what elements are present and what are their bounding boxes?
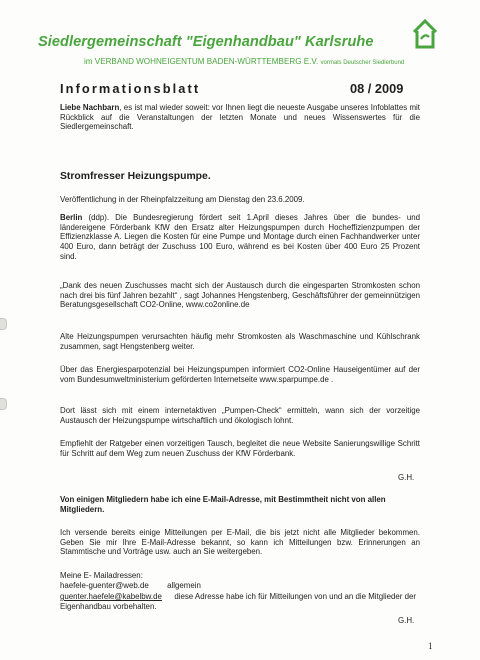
intro-text: , es ist mal wieder soweit: vor Ihnen liegt die neueste Ausgabe unseres Infoblattes mit Rückblick auf die Veranstaltungen der letzten Monate und neues Wissenswertes für die Siedlergemeinschaft. xyxy=(60,103,420,132)
organization-subline xyxy=(84,57,404,66)
email-note-members: diese Adresse habe ich für Mitteilungen von und an die Mitglieder der Eigenhandbau vorbehalten. xyxy=(60,592,417,611)
issue-number: 08 / 2009 xyxy=(350,81,404,96)
email-paragraph: Ich versende bereits einige Mitteilungen per E-Mail, die bis jetzt nicht alle Mitglieder bekommen. Geben Sie mir Ihre E-Mail-Adresse bekannt, so kann ich Mitteilungen bzw. Erinnerungen an Stammtische und Vorträge usw. auch an Sie weitergeben. xyxy=(60,528,420,557)
article-paragraph-5: Dort lässt sich mit einem internetaktiven „Pumpen-Check“ ermitteln, wann sich der vorzeitige Austausch der Heizungspumpe wirtschaftlich und ökologisch lohnt. xyxy=(60,406,420,425)
intro-paragraph xyxy=(60,103,420,132)
publication-note: Veröffentlichung in der Rheinpfalzzeitung am Dienstag den 23.6.2009. xyxy=(60,195,305,204)
page-number: 1 xyxy=(428,641,433,651)
sheet-title: Informationsblatt xyxy=(60,81,201,96)
article-signature: G.H. xyxy=(398,473,415,482)
email-note-general: allgemein xyxy=(167,581,201,590)
punch-hole xyxy=(0,398,7,410)
article-paragraph-1 xyxy=(60,213,420,262)
email-address-row-2 xyxy=(60,592,420,611)
article-paragraph-6: Empfiehlt der Ratgeber einen vorzeitigen Tausch, begleitet die neue Website Sanierungswillige Schritt für Schritt auf dem Weg zum neuen Zuschuss der KfW Förderbank. xyxy=(60,439,420,458)
house-logo-icon xyxy=(412,19,438,49)
article-paragraph-2: „Dank des neuen Zuschusses macht sich der Austausch durch die eingesparten Stromkosten schon nach drei bis fünf Jahren bezahlt“ , sagt Johannes Hengstenberg, Geschäftsführer der gemeinnützigen Beratungsgesellschaft CO2-Online, www.co2online.de xyxy=(60,281,420,310)
article-paragraph-3: Alte Heizungspumpen verursachten häufig mehr Stromkosten als Waschmaschine und Kühlschrank zusammen, sagt Hengstenberg weiter. xyxy=(60,332,420,351)
email-link-members[interactable]: guenter.haefele@kabelbw.de xyxy=(60,592,162,601)
email-signature: G.H. xyxy=(398,616,415,625)
article-paragraph-4: Über das Energiesparpotenzial bei Heizungspumpen informiert CO2-Online Hauseigentümer auf der vom Bundesumweltministerium geförderten Internetseite www.sparpumpe.de . xyxy=(60,365,420,384)
organization-name: Siedlergemeinschaft "Eigenhandbau" Karlsruhe xyxy=(38,34,374,50)
punch-hole xyxy=(0,318,7,330)
email-link-general[interactable]: haefele-guenter@web.de xyxy=(60,581,149,590)
paragraph-text: (ddp). Die Bundesregierung fördert seit 1.April dieses Jahres über die bundes- und ländereigene Förderbank KfW den Ersatz alter Heizungspumpen durch Hocheffizienzpumpen der Effizienzklasse A. Liegen die Kosten für eine Pumpe und Montage durch einen Fachhandwerker unter 400 Euro, dann beträgt der Zuschuss 100 Euro, während es bei Kosten über 400 Euro 25 Prozent sind. xyxy=(60,213,420,261)
greeting: Liebe Nachbarn xyxy=(60,103,120,112)
article-title: Stromfresser Heizungspumpe. xyxy=(60,171,211,182)
email-section-heading: Von einigen Mitgliedern habe ich eine E-Mail-Adresse, mit Bestimmtheit nicht von allen Mitgliedern. xyxy=(60,495,386,514)
association-name: im VERBAND WOHNEIGENTUM BADEN-WÜRTTEMBERG E.V. xyxy=(84,57,319,66)
former-name: vormals Deutscher Siedlerbund xyxy=(320,60,405,66)
dateline: Berlin xyxy=(60,213,83,222)
email-addresses-label: Meine E- Mailadressen: xyxy=(60,571,143,580)
email-address-row-1 xyxy=(60,581,420,591)
